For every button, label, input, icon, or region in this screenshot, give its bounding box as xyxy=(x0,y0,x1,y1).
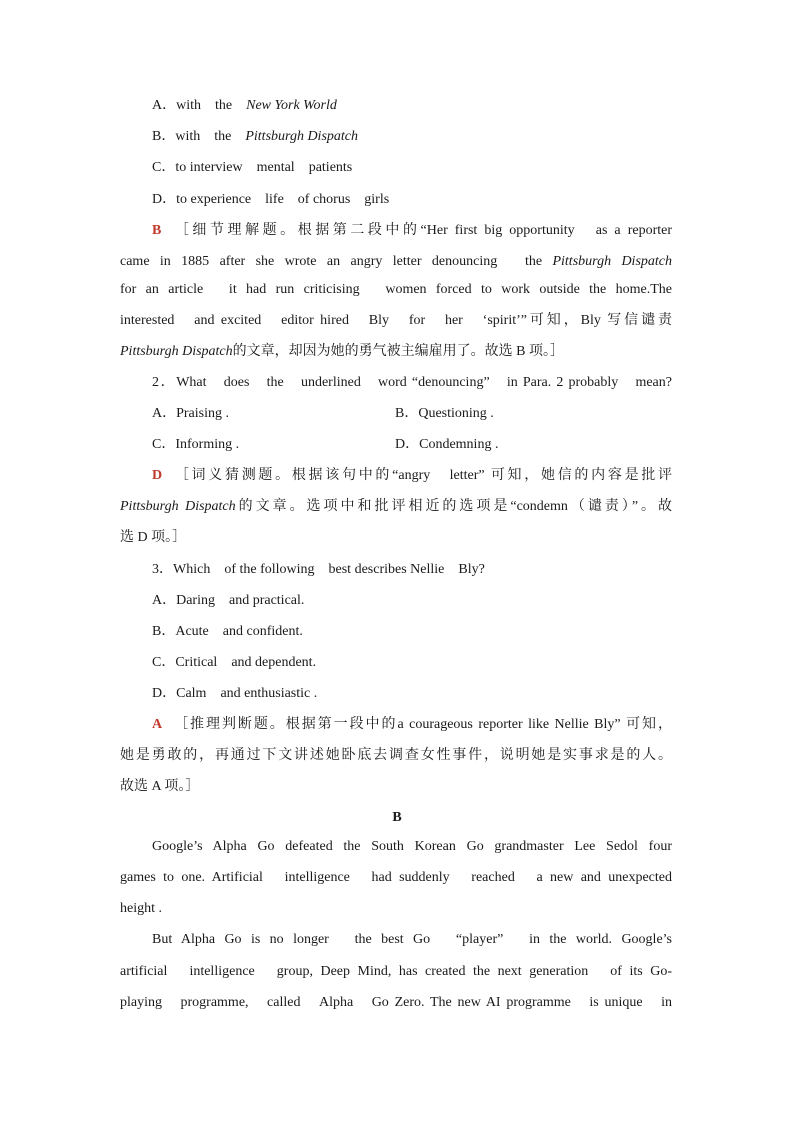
passage-b-p2-line-1: But Alpha Go is no longer the best Go “player” in the world. Google’s xyxy=(152,932,672,947)
q3-option-c: C．Critical and dependent. xyxy=(152,655,317,670)
q1-explanation-line-3: for an article it had run criticising women forced to work outside the home.The xyxy=(120,282,672,297)
q2-option-c: C．Informing . xyxy=(152,437,240,452)
passage-b-p1-line-1: Google’s Alpha Go defeated the South Korean Go grandmaster Lee Sedol four xyxy=(152,839,672,854)
q3-option-a: A．Daring and practical. xyxy=(152,593,305,608)
q1-option-a: A．with the New York World xyxy=(152,98,337,113)
passage-b-p2-line-2: artificial intelligence group, Deep Mind, has created the next generation of its Go- xyxy=(120,964,672,979)
q2-answer: D xyxy=(152,468,163,483)
q1-option-c: C．to interview mental patients xyxy=(152,160,353,175)
q3-question: 3．Which of the following best describes Nellie Bly? xyxy=(152,562,485,577)
q1-explanation-line-5: Pittsburgh Dispatch的文章，却因为她的勇气被主编雇用了。故选 B 项。］ xyxy=(120,344,564,359)
q1-explanation-line-4: interested and excited editor hired Bly for her ‘spirit’”可知，Bly 写信谴责 xyxy=(120,313,672,328)
q1-explanation-line-1: B ［细节理解题。根据第二段中的“Her first big opportunity as a reporter xyxy=(152,223,672,238)
q2-question: 2．What does the underlined word “denouncing” in Para. 2 probably mean? xyxy=(152,375,672,390)
q3-option-b: B．Acute and confident. xyxy=(152,624,303,639)
q3-explanation-line-1: A ［推理判断题。根据第一段中的a courageous reporter like Nellie Bly” 可知， xyxy=(152,717,672,732)
passage-b-p1-line-2: games to one. Artificial intelligence had suddenly reached a new and unexpected xyxy=(120,870,672,885)
q3-option-d: D．Calm and enthusiastic . xyxy=(152,686,318,701)
section-b-heading: B xyxy=(392,810,402,825)
q1-answer: B xyxy=(152,223,162,238)
q1-explanation-line-2: came in 1885 after she wrote an angry letter denouncing the Pittsburgh Dispatch xyxy=(120,254,673,269)
q3-answer: A xyxy=(152,717,163,732)
q2-options-row-1 xyxy=(152,404,672,424)
q1-option-d: D．to experience life of chorus girls xyxy=(152,192,390,207)
q3-explanation-line-3: 故选 A 项。］ xyxy=(120,779,200,794)
q2-explanation-line-1: D ［词义猜测题。根据该句中的“angry letter” 可知，她信的内容是批评 xyxy=(152,468,672,483)
passage-b-p1-line-3: height . xyxy=(120,901,162,916)
passage-b-p2-line-3: playing programme, called Alpha Go Zero. The new AI programme is unique in xyxy=(120,995,672,1010)
q2-explanation-line-3: 选 D 项。］ xyxy=(120,530,187,545)
q2-option-b: B．Questioning . xyxy=(395,406,494,421)
q2-explanation-line-2: Pittsburgh Dispatch的文章。选项中和批评相近的选项是“condemn（谴责）”。故 xyxy=(120,499,672,514)
q1-option-b: B．with the Pittsburgh Dispatch xyxy=(152,129,358,144)
q2-options-row-2 xyxy=(152,435,672,455)
q2-option-d: D．Condemning . xyxy=(395,437,499,452)
q2-option-a: A．Praising . xyxy=(152,406,229,421)
q3-explanation-line-2: 她是勇敢的，再通过下文讲述她卧底去调查女性事件，说明她是实事求是的人。 xyxy=(120,748,672,763)
